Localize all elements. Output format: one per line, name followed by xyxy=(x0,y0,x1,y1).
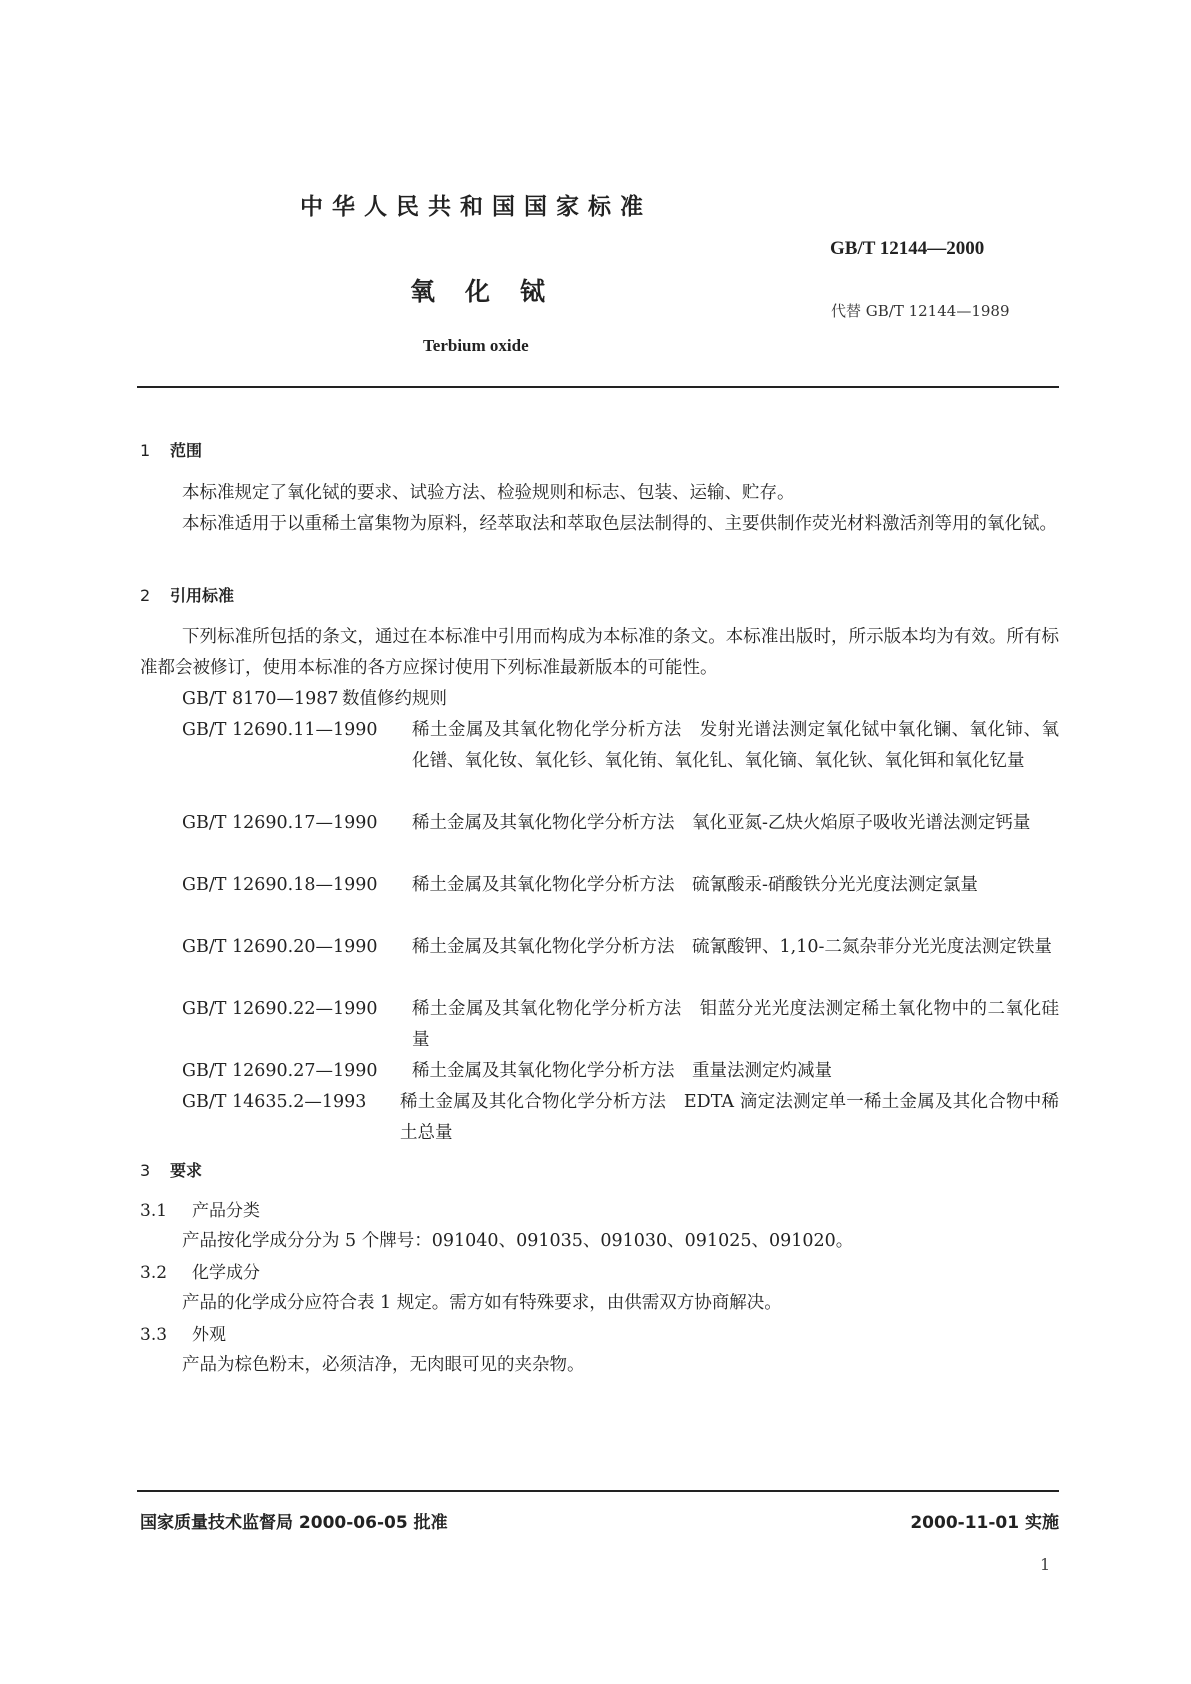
subsection-title: 产品分类 xyxy=(192,1201,260,1221)
reference-item xyxy=(182,1056,1059,1087)
reference-title: 数值修约规则 xyxy=(342,689,447,709)
reference-title: 稀土金属及其氧化物化学分析方法 硫氰酸汞-硝酸铁分光光度法测定氯量 xyxy=(412,875,978,895)
subsection-heading xyxy=(140,1320,226,1345)
paragraph: 产品为棕色粉末，必须洁净，无肉眼可见的夹杂物。 xyxy=(182,1355,585,1375)
national-standard-heading: 中华人民共和国国家标准 xyxy=(300,194,652,220)
reference-code: GB/T 12690.18—1990 xyxy=(182,875,378,895)
subsection-title: 外观 xyxy=(192,1325,226,1345)
standard-number: GB/T 12144—2000 xyxy=(830,238,985,259)
section-number: 1 xyxy=(140,441,151,460)
reference-code: GB/T 12690.27—1990 xyxy=(182,1061,378,1081)
implementation-date: 2000-11-01 实施 xyxy=(910,1513,1059,1533)
reference-item xyxy=(182,870,1059,901)
subsection-heading xyxy=(140,1196,260,1221)
paragraph: 下列标准所包括的条文，通过在本标准中引用而构成为本标准的条文。本标准出版时，所示版本均为有效。所有标准都会被修订，使用本标准的各方应探讨使用下列标准最新版本的可能性。 xyxy=(140,627,1059,678)
reference-item xyxy=(182,684,1059,715)
page-number: 1 xyxy=(1040,1555,1051,1574)
section-number: 3 xyxy=(140,1161,151,1180)
replaces-standard: 代替 GB/T 12144—1989 xyxy=(831,302,1010,320)
reference-title: 稀土金属及其化合物化学分析方法 EDTA 滴定法测定单一稀土金属及其化合物中稀土总量 xyxy=(400,1092,1059,1143)
paragraph: 本标准适用于以重稀土富集物为原料，经萃取法和萃取色层法制得的、主要供制作荧光材料激活剂等用的氧化铽。 xyxy=(182,514,1057,534)
reference-code: GB/T 14635.2—1993 xyxy=(182,1092,367,1112)
section-3-heading xyxy=(140,1158,202,1181)
section-1-heading xyxy=(140,438,202,461)
subsection-number: 3.1 xyxy=(140,1201,168,1221)
reference-item xyxy=(182,808,1059,839)
reference-title: 稀土金属及其氧化物化学分析方法 钼蓝分光光度法测定稀土氧化物中的二氧化硅量 xyxy=(412,999,1059,1050)
subsection-number: 3.3 xyxy=(140,1325,168,1345)
header-divider xyxy=(137,386,1059,388)
reference-title: 稀土金属及其氧化物化学分析方法 氧化亚氮-乙炔火焰原子吸收光谱法测定钙量 xyxy=(412,813,1031,833)
reference-title: 稀土金属及其氧化物化学分析方法 发射光谱法测定氧化铽中氧化镧、氧化铈、氧化镨、氧化钕、氧化钐、氧化铕、氧化钆、氧化镝、氧化钬、氧化铒和氧化钇量 xyxy=(412,720,1059,771)
subsection-heading xyxy=(140,1258,260,1283)
english-title: Terbium oxide xyxy=(423,336,529,355)
paragraph: 产品的化学成分应符合表 1 规定。需方如有特殊要求，由供需双方协商解决。 xyxy=(182,1293,782,1313)
reference-item xyxy=(182,715,1059,777)
section-2-heading xyxy=(140,583,234,606)
approval-line: 国家质量技术监督局 2000-06-05 批准 xyxy=(140,1513,448,1533)
reference-code: GB/T 8170—1987 xyxy=(182,689,339,709)
reference-title: 稀土金属及其氧化物化学分析方法 硫氰酸钾、1,10-二氮杂菲分光光度法测定铁量 xyxy=(412,937,1052,957)
subsection-title: 化学成分 xyxy=(192,1263,260,1283)
reference-item xyxy=(182,994,1059,1056)
reference-item xyxy=(182,932,1059,963)
subsection-number: 3.2 xyxy=(140,1263,168,1283)
reference-code: GB/T 12690.20—1990 xyxy=(182,937,378,957)
document-title: 氧化铽 xyxy=(410,277,576,306)
section-title: 引用标准 xyxy=(170,586,235,605)
section-number: 2 xyxy=(140,586,151,605)
paragraph: 本标准规定了氧化铽的要求、试验方法、检验规则和标志、包装、运输、贮存。 xyxy=(182,483,795,503)
reference-code: GB/T 12690.17—1990 xyxy=(182,813,378,833)
reference-code: GB/T 12690.22—1990 xyxy=(182,999,378,1019)
reference-code: GB/T 12690.11—1990 xyxy=(182,720,378,740)
reference-title: 稀土金属及其氧化物化学分析方法 重量法测定灼减量 xyxy=(412,1061,832,1081)
footer-divider xyxy=(137,1490,1059,1492)
section-title: 范围 xyxy=(170,441,203,460)
reference-item xyxy=(182,1087,1059,1149)
section-title: 要求 xyxy=(170,1161,203,1180)
paragraph: 产品按化学成分分为 5 个牌号：091040、091035、091030、091025、091020。 xyxy=(182,1231,854,1251)
